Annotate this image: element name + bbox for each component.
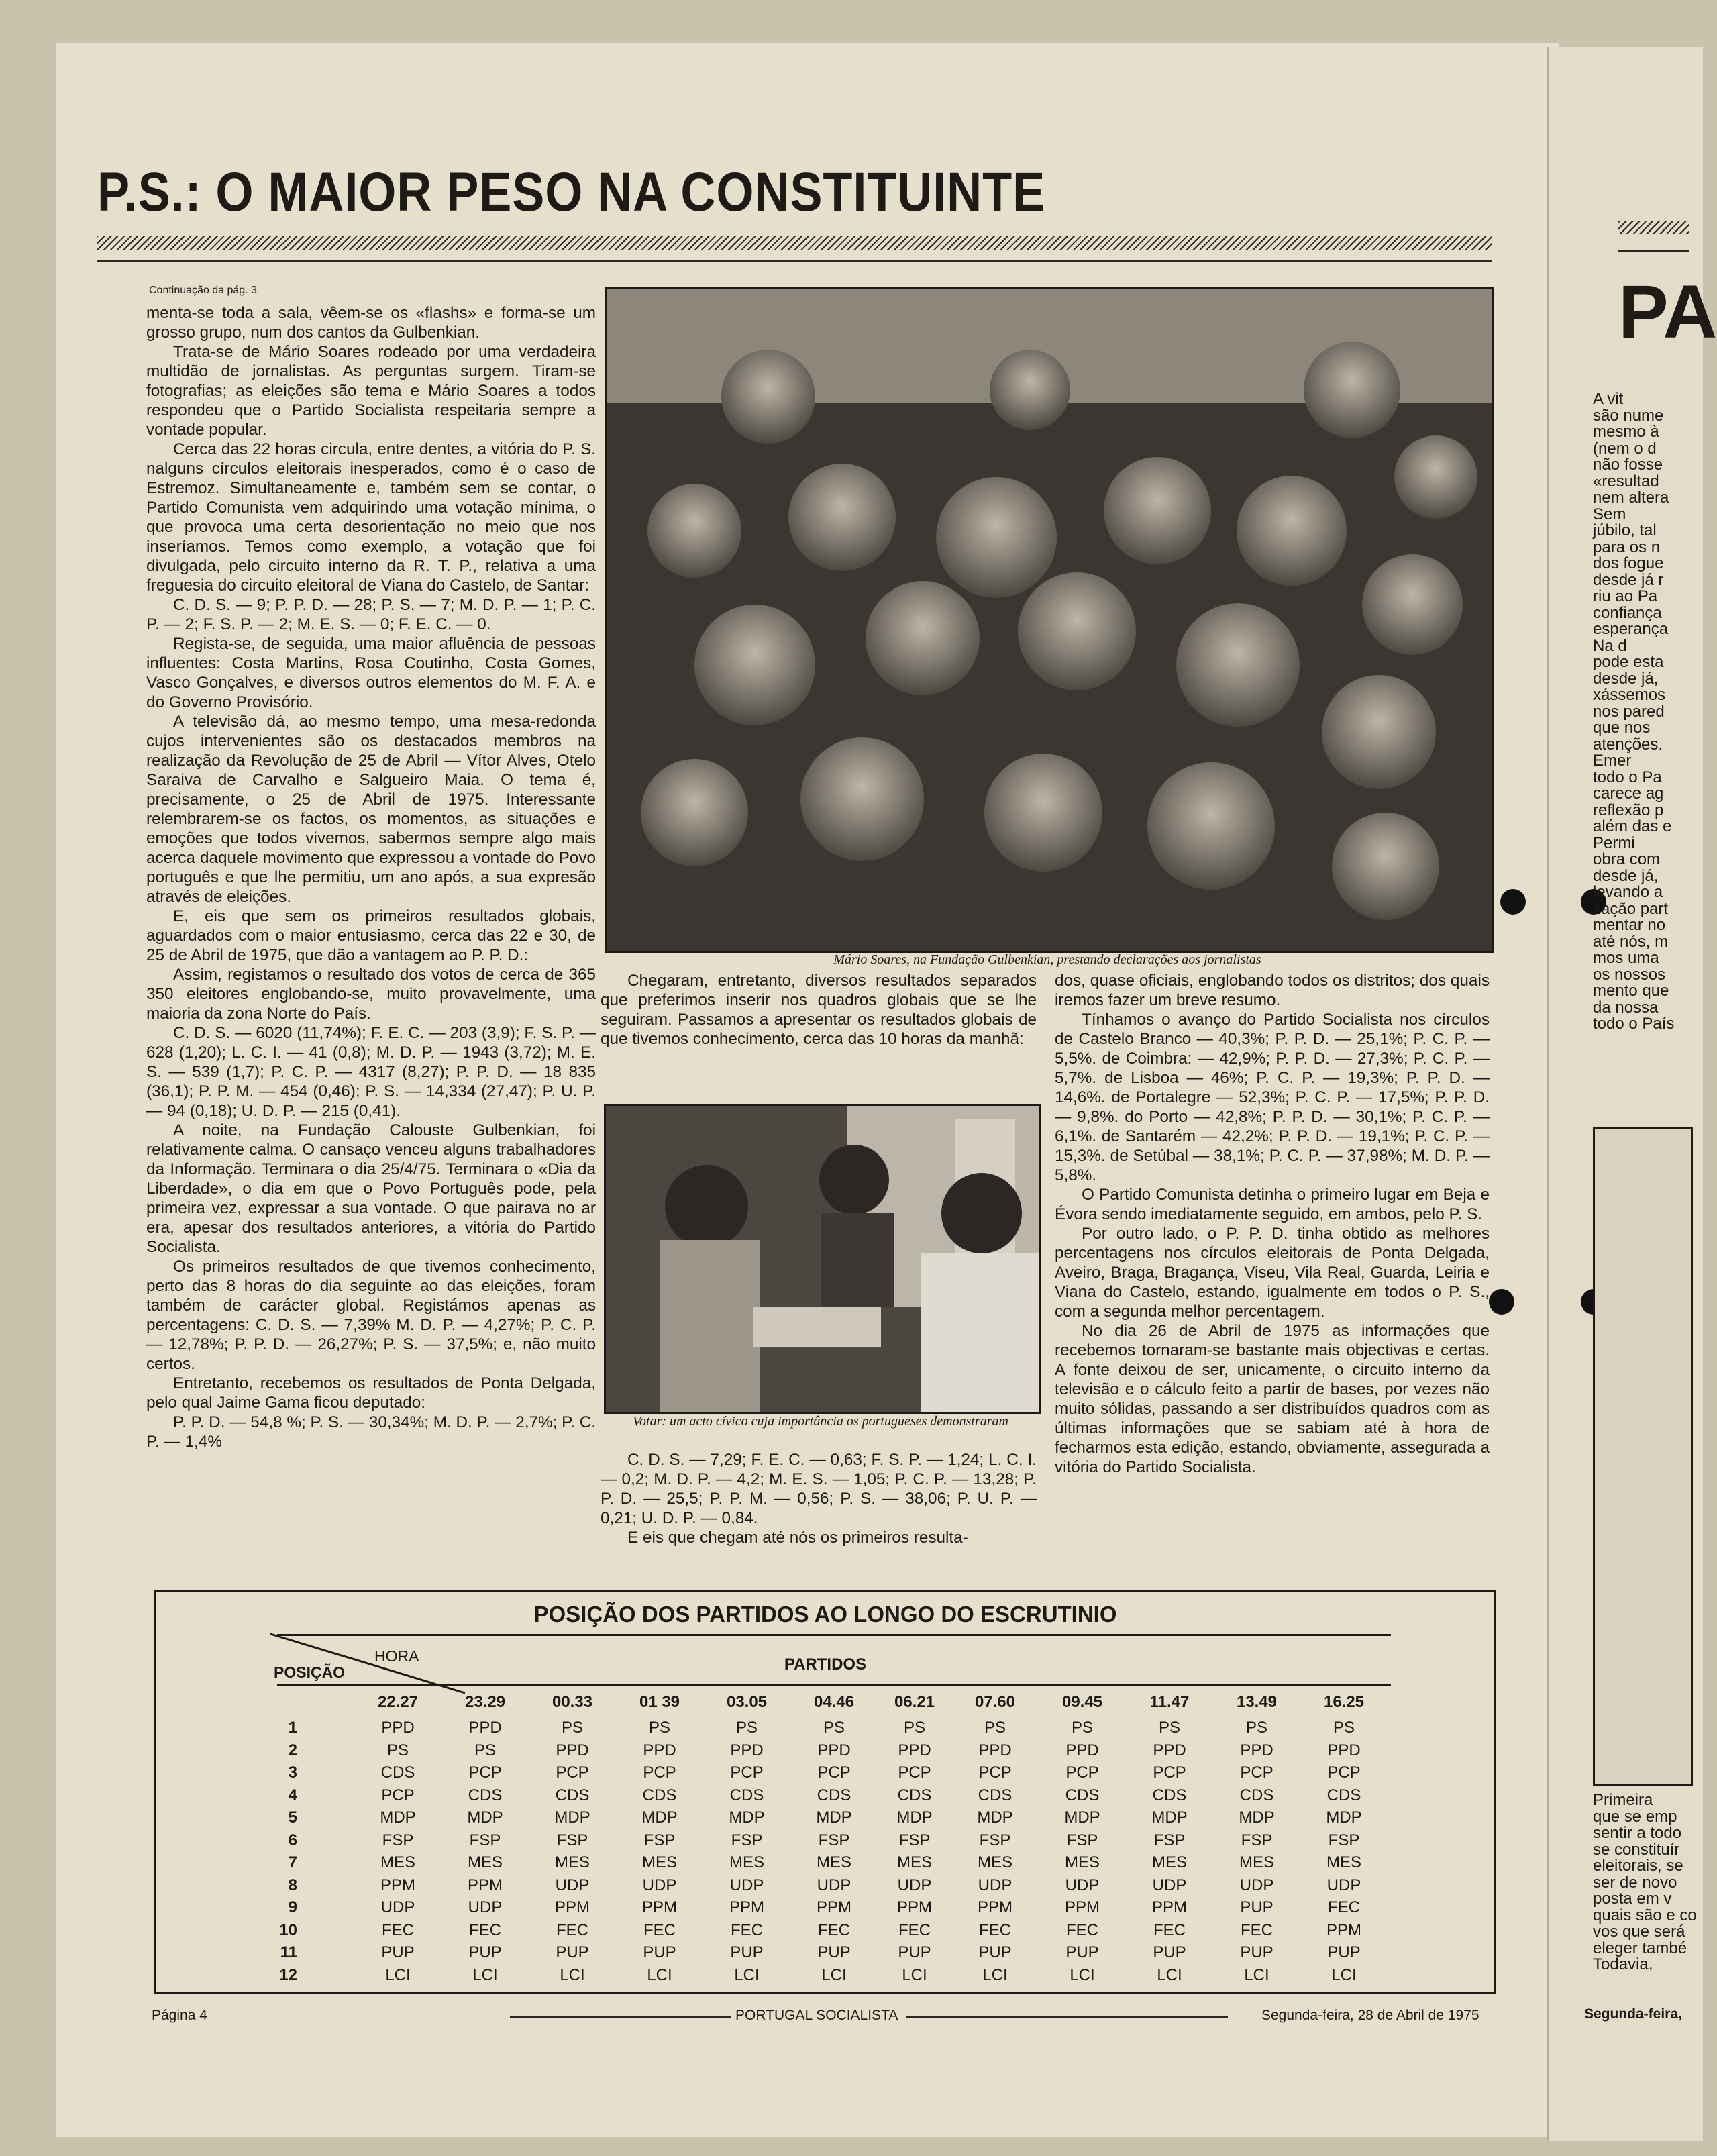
party-cell: LCI — [1070, 1965, 1095, 1984]
party-cell: PUP — [643, 1943, 676, 1961]
party-cell: PUP — [1240, 1943, 1273, 1961]
time-header: 07.60 — [974, 1693, 1016, 1711]
footer-rule-left — [510, 2016, 731, 2018]
party-cell: PPD — [1065, 1741, 1099, 1759]
next-page-line: zação part — [1593, 899, 1669, 918]
party-cell: MES — [896, 1853, 932, 1871]
next-page-line: da nossa — [1593, 998, 1659, 1017]
next-page-line: Todavia, — [1593, 1955, 1653, 1973]
party-cell: PPD — [898, 1741, 931, 1759]
party-cell: PPD — [643, 1741, 676, 1759]
party-cell: LCI — [1244, 1965, 1269, 1984]
party-cell: UDP — [978, 1876, 1012, 1894]
party-cell: PPM — [1064, 1898, 1100, 1916]
rank-label: 4 — [288, 1786, 297, 1804]
party-cell: PCP — [468, 1763, 502, 1782]
next-page-line: Na d — [1593, 636, 1627, 655]
party-cell: UDP — [642, 1876, 677, 1894]
party-cell: PPD — [1240, 1741, 1273, 1759]
photo1-caption: Mário Soares, na Fundação Gulbenkian, prestando declarações aos jornalistas — [833, 952, 1261, 967]
party-cell: MES — [1239, 1853, 1274, 1871]
party-cell: PPD — [978, 1741, 1012, 1759]
next-page-line: sentir a todo — [1593, 1824, 1682, 1842]
party-cell: FEC — [1328, 1898, 1360, 1916]
headline: P.S.: O MAIOR PESO NA CONSTITUINTE — [97, 162, 1046, 223]
next-page-line: «resultad — [1593, 472, 1659, 491]
party-cell: CDS — [978, 1786, 1012, 1804]
party-cell: CDS — [555, 1786, 590, 1804]
party-cell: PPD — [1153, 1741, 1186, 1759]
party-cell: PCP — [1327, 1763, 1361, 1782]
party-cell: PPD — [556, 1741, 589, 1759]
party-cell: MDP — [896, 1808, 933, 1827]
party-cell: FSP — [1153, 1831, 1186, 1849]
next-page-line: Permi — [1593, 833, 1635, 852]
party-cell: LCI — [902, 1965, 927, 1984]
binding-hole-1 — [1500, 889, 1526, 915]
party-cell: PPM — [554, 1898, 590, 1916]
paragraph: dos, quase oficiais, englobando todos os distritos; dos quais iremos fazer um breve resumo. — [1055, 972, 1490, 1009]
party-cell: PPM — [977, 1898, 1012, 1916]
party-cell: PPD — [1327, 1741, 1361, 1759]
party-cell: MDP — [729, 1808, 765, 1827]
paragraph: A televisão dá, ao mesmo tempo, uma mesa-redonda cujos intervenientes são os destacados membros na realização da Revolução de 25 de Abril — Vítor Alves, Otelo Saraiva de Carvalho e Salgueiro Maia. O tema é, precisamente, o 25 de Abril de 1975. Interessante relembrarem-se os factos, os momentos, as situações e emoções que todos vivemos, sabermos sempre algo mais acerca daquele movimento que expressou a vontade do Povo português e que lhe permitiu, um ano após, a sua expresão através de eleições. — [146, 713, 596, 906]
paragraph: E, eis que sem os primeiros resultados globais, aguardados com o maior entusiasmo, cerca das 22 e 30, de 25 de Abril de 1975, que dão a vantagem ao P. P. D.: — [146, 907, 596, 964]
next-page-line: desde já, — [1593, 866, 1659, 885]
rank-label: 12 — [279, 1965, 297, 1984]
party-cell: PPD — [817, 1741, 851, 1759]
time-header: 01 39 — [639, 1693, 680, 1711]
party-cell: PCP — [898, 1763, 931, 1782]
party-cell: PS — [474, 1741, 496, 1759]
headline-rule — [97, 236, 1492, 250]
party-cell: FSP — [556, 1831, 588, 1849]
party-cell: PCP — [1153, 1763, 1186, 1782]
party-cell: PPD — [468, 1718, 502, 1737]
time-header: 06.21 — [894, 1693, 935, 1711]
party-cell: FEC — [556, 1920, 588, 1939]
next-page-line: são nume — [1593, 406, 1664, 425]
party-cell: CDS — [1326, 1786, 1361, 1804]
time-header: 16.25 — [1323, 1693, 1365, 1711]
next-page-line: mesmo à — [1593, 423, 1659, 441]
footer-rule-right — [906, 2016, 1228, 2018]
party-cell: FEC — [1153, 1920, 1186, 1939]
paragraph: Tínhamos o avanço do Partido Socialista nos círculos de Castelo Branco — 40,3%; P. P. D. — 25,1%; P. C. P. — 5,5%. de Coimbra: — 42,9%; P. P. D. — 27,3%; P. C. P. — 5,7%. de Lisboa — 46%; P. C. P. — 19,3%; P. P. D. — 14,6%. de Portalegre — 52,3%; P. C. P. — 17,5%; P. P. D. — 9,8%. do Porto — 42,8%; P. P. D. — 30,1%; P. C. P. — 6,1%. de Santarém — 42,2%; P. P. D. — 19,1%; P. C. P. — 15,3%. de Setúbal — 38,1%; P. C. P. — 37,98%; M. D. P. — 5,8%. — [1055, 1011, 1490, 1184]
time-header: 11.47 — [1149, 1693, 1190, 1711]
party-cell: CDS — [380, 1763, 415, 1782]
results-table — [154, 1590, 1496, 1994]
party-cell: UDP — [468, 1898, 503, 1916]
continuation-note: Continuação da pág. 3 — [149, 285, 258, 296]
paragraph: C. D. S. — 6020 (11,74%); F. E. C. — 203 (3,9); F. S. P. — 628 (1,20); L. C. I. — 41 (0,8); M. D. P. — 1943 (3,72); M. E. S. — 539 (1,7); P. C. P. — 4317 (8,27); P. P. D. — 18 835 (36,1); P. P. M. — 454 (0,46); P. S. — 14,334 (27,47); P. U. P. — 94 (0,18); U. D. P. — 215 (0,41). — [146, 1024, 596, 1120]
next-page-line: carece ag — [1593, 784, 1664, 803]
party-cell: UDP — [897, 1876, 932, 1894]
paragraph: Cerca das 22 horas circula, entre dentes, a vitória do P. S. nalguns círculos eleitorais inesperados, como é o caso de Estremoz. Simultaneamente e, também sem se contar, o Partido Comunista vem adquirindo uma votação mínima, o que provoca uma certa desorientação no meio que nos inseríamos. Temos como exemplo, a votação que foi divulgada, pelo circuito interno da R. T. P., relativa a uma freguesia do circuito eleitoral de Viana do Castelo, de Santar: — [146, 440, 596, 595]
next-page-line: para os n — [1593, 537, 1661, 556]
next-page-line: mos uma — [1593, 949, 1659, 967]
next-page-line: nem altera — [1593, 489, 1669, 507]
party-cell: CDS — [468, 1786, 503, 1804]
party-cell: MES — [729, 1853, 764, 1871]
next-page-line: que se emp — [1593, 1807, 1677, 1826]
paragraph: O Partido Comunista detinha o primeiro lugar em Beja e Évora sendo imediatamente seguido, em ambos, pelo P. S. — [1055, 1186, 1490, 1223]
rank-label: 5 — [288, 1808, 297, 1827]
paper-name: PORTUGAL SOCIALISTA — [735, 2008, 898, 2023]
next-page-line: dos fogue — [1593, 554, 1664, 572]
hora-label: HORA — [374, 1647, 419, 1665]
photo2-caption: Votar: um acto cívico cuja importância os portugueses demonstraram — [633, 1414, 1008, 1429]
paragraph: C. D. S. — 9; P. P. D. — 28; P. S. — 7; M. D. P. — 1; P. C. P. — 2; F. S. P. — 2; M. E. S. — 0; F. E. C. — 0. — [146, 596, 596, 633]
party-cell: UDP — [729, 1876, 764, 1894]
next-page-line: que nos — [1593, 719, 1651, 737]
party-cell: MDP — [977, 1808, 1013, 1827]
next-page-line: esperança — [1593, 620, 1669, 638]
party-cell: FEC — [818, 1920, 850, 1939]
party-cell: PPM — [467, 1876, 503, 1894]
party-cell: FSP — [1241, 1831, 1273, 1849]
page-number: Página 4 — [152, 2008, 207, 2023]
next-page-line: quais são e co — [1593, 1906, 1697, 1924]
rank-label: 2 — [288, 1741, 297, 1759]
party-cell: LCI — [385, 1965, 411, 1984]
next-page-line: júbilo, tal — [1593, 521, 1657, 540]
paragraph: Chegaram, entretanto, diversos resultados separados que preferimos inserir nos quadros globais que se lhe seguiram. Passamos a apresentar os resultados globais de que tivemos conhecimento, cerca das 10 horas da manhã: — [601, 972, 1037, 1048]
time-header: 09.45 — [1061, 1693, 1103, 1711]
next-page-line: todo o Pa — [1593, 768, 1662, 786]
party-cell: FEC — [1241, 1920, 1273, 1939]
party-cell: MDP — [554, 1808, 590, 1827]
party-cell: UDP — [1239, 1876, 1274, 1894]
party-cell: FSP — [979, 1831, 1011, 1849]
party-cell: PUP — [468, 1943, 502, 1961]
next-page-divider — [1618, 250, 1689, 252]
next-page-line: riu ao Pa — [1593, 587, 1658, 605]
party-cell: FEC — [382, 1920, 414, 1939]
next-page-line: desde já r — [1593, 570, 1664, 589]
party-cell: PCP — [978, 1763, 1012, 1782]
paragraph: E eis que chegam até nós os primeiros resulta- — [627, 1529, 968, 1547]
next-page-line: mentar no — [1593, 916, 1666, 934]
party-cell: FSP — [731, 1831, 763, 1849]
party-cell: MES — [380, 1853, 415, 1871]
party-cell: FSP — [898, 1831, 931, 1849]
paragraph: Os primeiros resultados de que tivemos conhecimento, perto das 8 horas do dia seguinte ao das eleições, foram também de carácter global. Registámos apenas as percentagens: C. D. S. — 7,39% M. D. P. — 4,27%; P. C. P. — 12,78%; P. P. D. — 26,27%; P. S. — 37,5%; e, não muito certos. — [146, 1257, 596, 1373]
party-cell: MDP — [1064, 1808, 1100, 1827]
photo-soares-journalists — [605, 287, 1494, 953]
posicao-label: POSIÇÃO — [274, 1663, 346, 1681]
party-cell: LCI — [647, 1965, 672, 1984]
paragraph: P. P. D. — 54,8 %; P. S. — 30,34%; M. D. P. — 2,7%; P. C. P. — 1,4% — [146, 1413, 596, 1451]
party-cell: LCI — [1331, 1965, 1357, 1984]
party-cell: MDP — [641, 1808, 678, 1827]
party-cell: PUP — [381, 1943, 415, 1961]
party-cell: FEC — [1066, 1920, 1098, 1939]
party-cell: PUP — [978, 1943, 1012, 1961]
paragraph: A noite, na Fundação Calouste Gulbenkian, foi relativamente calma. O cansaço venceu alguns trabalhadores da Informação. Terminara o dia 25/4/75. Terminara o «Dia da Liberdade», o dia em que o Povo Português pode, pela primeira vez, expressar a sua vontade. O que pairava no ar era, apesar dos resultados anteriores, a vitória do Partido Socialista. — [146, 1121, 596, 1256]
party-cell: UDP — [380, 1898, 415, 1916]
party-cell: MDP — [380, 1808, 416, 1827]
party-cell: FSP — [382, 1831, 414, 1849]
party-cell: FSP — [1328, 1831, 1360, 1849]
party-cell: UDP — [817, 1876, 851, 1894]
party-cell: MDP — [816, 1808, 852, 1827]
party-cell: MES — [977, 1853, 1012, 1871]
party-cell: PCP — [1065, 1763, 1099, 1782]
party-cell: PS — [561, 1718, 583, 1737]
party-cell: MDP — [1151, 1808, 1188, 1827]
party-cell: CDS — [897, 1786, 932, 1804]
party-cell: PCP — [643, 1763, 676, 1782]
next-page-line: além das e — [1593, 817, 1672, 835]
article-column-3 — [1055, 971, 1490, 1477]
party-cell: LCI — [982, 1965, 1008, 1984]
party-cell: MES — [1326, 1853, 1361, 1871]
next-page-line: eleger també — [1593, 1939, 1687, 1957]
party-cell: FEC — [469, 1920, 501, 1939]
party-cell: PS — [1245, 1718, 1267, 1737]
party-cell: PS — [1158, 1718, 1180, 1737]
next-page-line: nos pared — [1593, 702, 1665, 721]
party-cell: PS — [648, 1718, 670, 1737]
table-title: POSIÇÃO DOS PARTIDOS AO LONGO DO ESCRUTINIO — [533, 1602, 1117, 1627]
next-page-line: (nem o d — [1593, 439, 1657, 458]
party-cell: PPD — [730, 1741, 764, 1759]
party-cell: LCI — [560, 1965, 585, 1984]
party-cell: MDP — [1326, 1808, 1362, 1827]
next-page-line: até nós, m — [1593, 932, 1669, 951]
next-page-line: desde já, — [1593, 669, 1659, 688]
party-cell: PPM — [896, 1898, 932, 1916]
party-cell: PUP — [1327, 1943, 1361, 1961]
time-header: 03.05 — [726, 1693, 768, 1711]
time-header: 23.29 — [464, 1693, 506, 1711]
party-cell: PUP — [1065, 1943, 1099, 1961]
next-page-line: confiança — [1593, 603, 1662, 622]
rank-label: 6 — [288, 1831, 297, 1849]
party-cell: PCP — [556, 1763, 589, 1782]
next-page-line: vos que será — [1593, 1922, 1685, 1941]
party-cell: PPM — [1151, 1898, 1187, 1916]
paragraph: Por outro lado, o P. P. D. tinha obtido as melhores percentagens nos círculos eleitorais de Ponta Delgada, Aveiro, Braga, Bragança, Viseu, Vila Real, Guarda, Leiria e Viana do Castelo, estando, igualmente em todos o P. S., com a segunda melhor percentagem. — [1055, 1225, 1490, 1321]
party-cell: PUP — [556, 1943, 589, 1961]
paragraph: No dia 26 de Abril de 1975 as informações que recebemos tornaram-se bastante mais objectivas e certas. A fonte deixou de ser, unicamente, o circuito interno da televisão e o cálculo feito a partir de bases, por vezes não muito sólidas, passando a ser distribuídos quadros com as últimas informações que se sabiam até à hora de fecharmos esta edição, estando, obviamente, assegurada a vitória do Partido Socialista. — [1055, 1322, 1490, 1476]
rank-label: 11 — [280, 1943, 297, 1961]
party-cell: PPD — [381, 1718, 415, 1737]
party-cell: MES — [1151, 1853, 1187, 1871]
party-cell: PPM — [1326, 1920, 1361, 1939]
party-cell: CDS — [642, 1786, 677, 1804]
party-cell: LCI — [1157, 1965, 1182, 1984]
rank-label: 7 — [288, 1853, 297, 1871]
next-page-line: xássemos — [1593, 686, 1666, 704]
next-page-hatch — [1618, 221, 1689, 234]
party-cell: PCP — [1240, 1763, 1273, 1782]
party-cell: PS — [1333, 1718, 1355, 1737]
party-cell: FEC — [643, 1920, 676, 1939]
party-cell: PS — [823, 1718, 845, 1737]
paragraph: menta-se toda a sala, vêem-se os «flashs» e forma-se um grosso grupo, num dos cantos da Gulbenkian. — [146, 304, 596, 342]
next-page-line: ser de novo — [1593, 1873, 1677, 1892]
party-cell: PS — [903, 1718, 925, 1737]
party-cell: PS — [735, 1718, 758, 1737]
party-cell: CDS — [1239, 1786, 1274, 1804]
next-page-line: atenções. — [1593, 735, 1663, 754]
rank-label: 1 — [288, 1718, 297, 1737]
binding-hole-3 — [1489, 1289, 1514, 1315]
party-cell: PUP — [817, 1943, 851, 1961]
time-header: 13.49 — [1236, 1693, 1278, 1711]
next-page-headline: PA — [1618, 270, 1717, 354]
party-cell: PUP — [730, 1943, 764, 1961]
party-cell: FSP — [818, 1831, 850, 1849]
party-cell: PS — [386, 1741, 409, 1759]
photo-voting — [604, 1104, 1041, 1414]
next-page-line: posta em v — [1593, 1890, 1672, 1908]
next-page-photo — [1593, 1127, 1693, 1786]
rank-label: 8 — [288, 1876, 297, 1894]
party-cell: MES — [641, 1853, 677, 1871]
next-page-line: pode esta — [1593, 653, 1664, 671]
party-cell: PCP — [381, 1786, 415, 1804]
rank-label: 9 — [288, 1898, 297, 1916]
party-cell: UDP — [1152, 1876, 1187, 1894]
party-cell: MDP — [1239, 1808, 1275, 1827]
party-cell: MES — [554, 1853, 590, 1871]
party-cell: PPM — [380, 1876, 415, 1894]
party-cell: FSP — [469, 1831, 501, 1849]
party-cell: LCI — [734, 1965, 760, 1984]
voting-photo — [606, 1106, 1039, 1412]
party-cell: FEC — [979, 1920, 1011, 1939]
party-cell: PPM — [641, 1898, 677, 1916]
time-header: 00.33 — [552, 1693, 593, 1711]
party-cell: PUP — [1153, 1943, 1186, 1961]
paragraph: Entretanto, recebemos os resultados de Ponta Delgada, pelo qual Jaime Gama ficou deputado: — [146, 1374, 596, 1412]
party-cell: MES — [467, 1853, 503, 1871]
next-page-line: mento que — [1593, 982, 1669, 1000]
party-cell: UDP — [555, 1876, 590, 1894]
party-cell: PCP — [817, 1763, 851, 1782]
next-page-line: Sem — [1593, 505, 1626, 523]
next-page-line: Primeira — [1593, 1791, 1653, 1809]
time-header: 22.27 — [377, 1693, 419, 1711]
next-page-line: os nossos — [1593, 965, 1666, 984]
next-page-line: obra com — [1593, 850, 1661, 868]
next-page-line: eleitorais, se — [1593, 1857, 1683, 1875]
article-column-2 — [601, 971, 1037, 1049]
issue-date: Segunda-feira, 28 de Abril de 1975 — [1261, 2008, 1479, 2023]
party-cell: CDS — [729, 1786, 764, 1804]
party-cell: CDS — [1152, 1786, 1187, 1804]
party-cell: FEC — [731, 1920, 763, 1939]
next-page-line: levando a — [1593, 883, 1663, 901]
next-page-line: A vit — [1593, 390, 1624, 408]
party-cell: MDP — [467, 1808, 503, 1827]
header-divider — [97, 260, 1492, 262]
time-header: 04.46 — [813, 1693, 855, 1711]
paragraph: Trata-se de Mário Soares rodeado por uma verdadeira multidão de jornalistas. As perguntas surgem. Tiram-se fotografias; as eleições são tema e Mário Soares a todos respondeu que o Partido Socialista respeitaria sempre a vontade popular. — [146, 343, 596, 439]
party-cell: PPM — [816, 1898, 851, 1916]
article-column-1 — [146, 303, 596, 1451]
party-cell: CDS — [817, 1786, 851, 1804]
next-page-line: se constituír — [1593, 1840, 1680, 1859]
party-cell: PCP — [730, 1763, 764, 1782]
party-cell: MES — [816, 1853, 851, 1871]
party-cell: PPM — [729, 1898, 764, 1916]
rank-label: 3 — [288, 1763, 297, 1782]
party-cell: PS — [984, 1718, 1006, 1737]
party-cell: FEC — [898, 1920, 931, 1939]
party-cell: CDS — [1065, 1786, 1100, 1804]
paragraph: C. D. S. — 7,29; F. E. C. — 0,63; F. S. P. — 1,24; L. C. I. — 0,2; M. D. P. — 4,2; M. E. S. — 1,05; P. C. P. — 13,28; P. P. D. — 25,5; P. P. M. — 0,56; P. S. — 38,06; P. U. P. — 0,21; U. D. P. — 0,84. — [601, 1451, 1037, 1527]
party-cell: UDP — [1326, 1876, 1361, 1894]
article-column-2b — [601, 1450, 1037, 1547]
next-page-line: reflexão p — [1593, 801, 1664, 819]
party-cell: PUP — [1240, 1898, 1273, 1916]
paragraph: Assim, registamos o resultado dos votos de cerca de 365 350 eleitores englobando-se, muito provavelmente, uma maioria da zona Norte do País. — [146, 966, 596, 1023]
party-cell: LCI — [472, 1965, 498, 1984]
rank-label: 10 — [279, 1920, 297, 1939]
paragraph: Regista-se, de seguida, uma maior afluência de pessoas influentes: Costa Martins, Rosa Coutinho, Costa Gomes, Vasco Gonçalves, e diversos outros elementos do M. F. A. e do Governo Provisório. — [146, 635, 596, 711]
next-page-line: Emer — [1593, 752, 1632, 770]
next-page-footer: Segunda-feira, — [1584, 2006, 1682, 2022]
next-page-line: todo o País — [1593, 1015, 1675, 1033]
party-cell: UDP — [1065, 1876, 1100, 1894]
crowd-photo — [607, 289, 1492, 951]
party-cell: PS — [1071, 1718, 1093, 1737]
party-cell: PUP — [898, 1943, 931, 1961]
partidos-label: PARTIDOS — [784, 1655, 867, 1674]
party-cell: FSP — [1066, 1831, 1098, 1849]
next-page-line: não fosse — [1593, 456, 1663, 474]
table-rule-header — [277, 1684, 1391, 1686]
party-cell: LCI — [821, 1965, 847, 1984]
party-cell: MES — [1064, 1853, 1100, 1871]
party-cell: FSP — [643, 1831, 676, 1849]
